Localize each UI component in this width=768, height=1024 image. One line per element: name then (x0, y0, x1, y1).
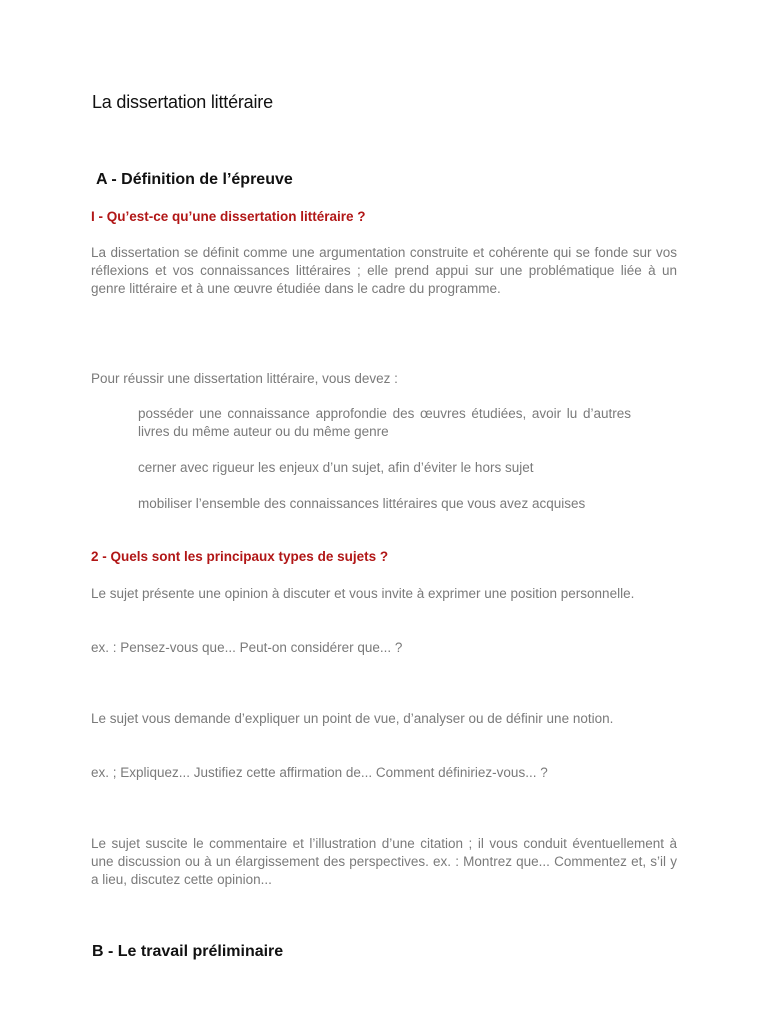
subject-type-1-example: ex. : Pensez-vous que... Peut-on considérer que... ? (91, 640, 403, 655)
subject-type-2: Le sujet vous demande d’expliquer un point de vue, d’analyser ou de définir une notion. (91, 711, 614, 726)
subject-type-2-example: ex. ; Expliquez... Justifiez cette affirmation de... Comment définiriez-vous... ? (91, 765, 548, 780)
definition-paragraph: La dissertation se définit comme une argumentation construite et cohérente qui se fonde sur vos réflexions et vos connaissances littéraires ; elle prend appui sur une problématique liée à un genre littéraire et à une œuvre étudiée dans le cadre du programme. (91, 245, 677, 296)
subject-type-1: Le sujet présente une opinion à discuter et vous invite à exprimer une position personnelle. (91, 586, 635, 601)
section-b-heading: B - Le travail préliminaire (92, 943, 284, 960)
section-a-heading: A - Définition de l’épreuve (96, 171, 293, 188)
requirements-intro: Pour réussir une dissertation littéraire, vous devez : (91, 371, 398, 386)
requirement-item: mobiliser l’ensemble des connaissances littéraires que vous avez acquises (138, 496, 586, 511)
subject-type-3: Le sujet suscite le commentaire et l’illustration d’une citation ; il vous conduit éventuellement à une discussion ou à un élargissement des perspectives. ex. : Montrez que... Commentez et, s’il y a lieu, discutez cette opinion... (91, 836, 677, 887)
requirement-item: posséder une connaissance approfondie des œuvres étudiées, avoir lu d’autres livres du même auteur ou du même genre (138, 406, 631, 439)
question-1-heading: I - Qu’est-ce qu’une dissertation littéraire ? (91, 209, 366, 224)
document-title: La dissertation littéraire (92, 92, 273, 112)
question-2-heading: 2 - Quels sont les principaux types de sujets ? (91, 549, 389, 564)
requirement-item: cerner avec rigueur les enjeux d’un sujet, afin d’éviter le hors sujet (138, 460, 534, 475)
